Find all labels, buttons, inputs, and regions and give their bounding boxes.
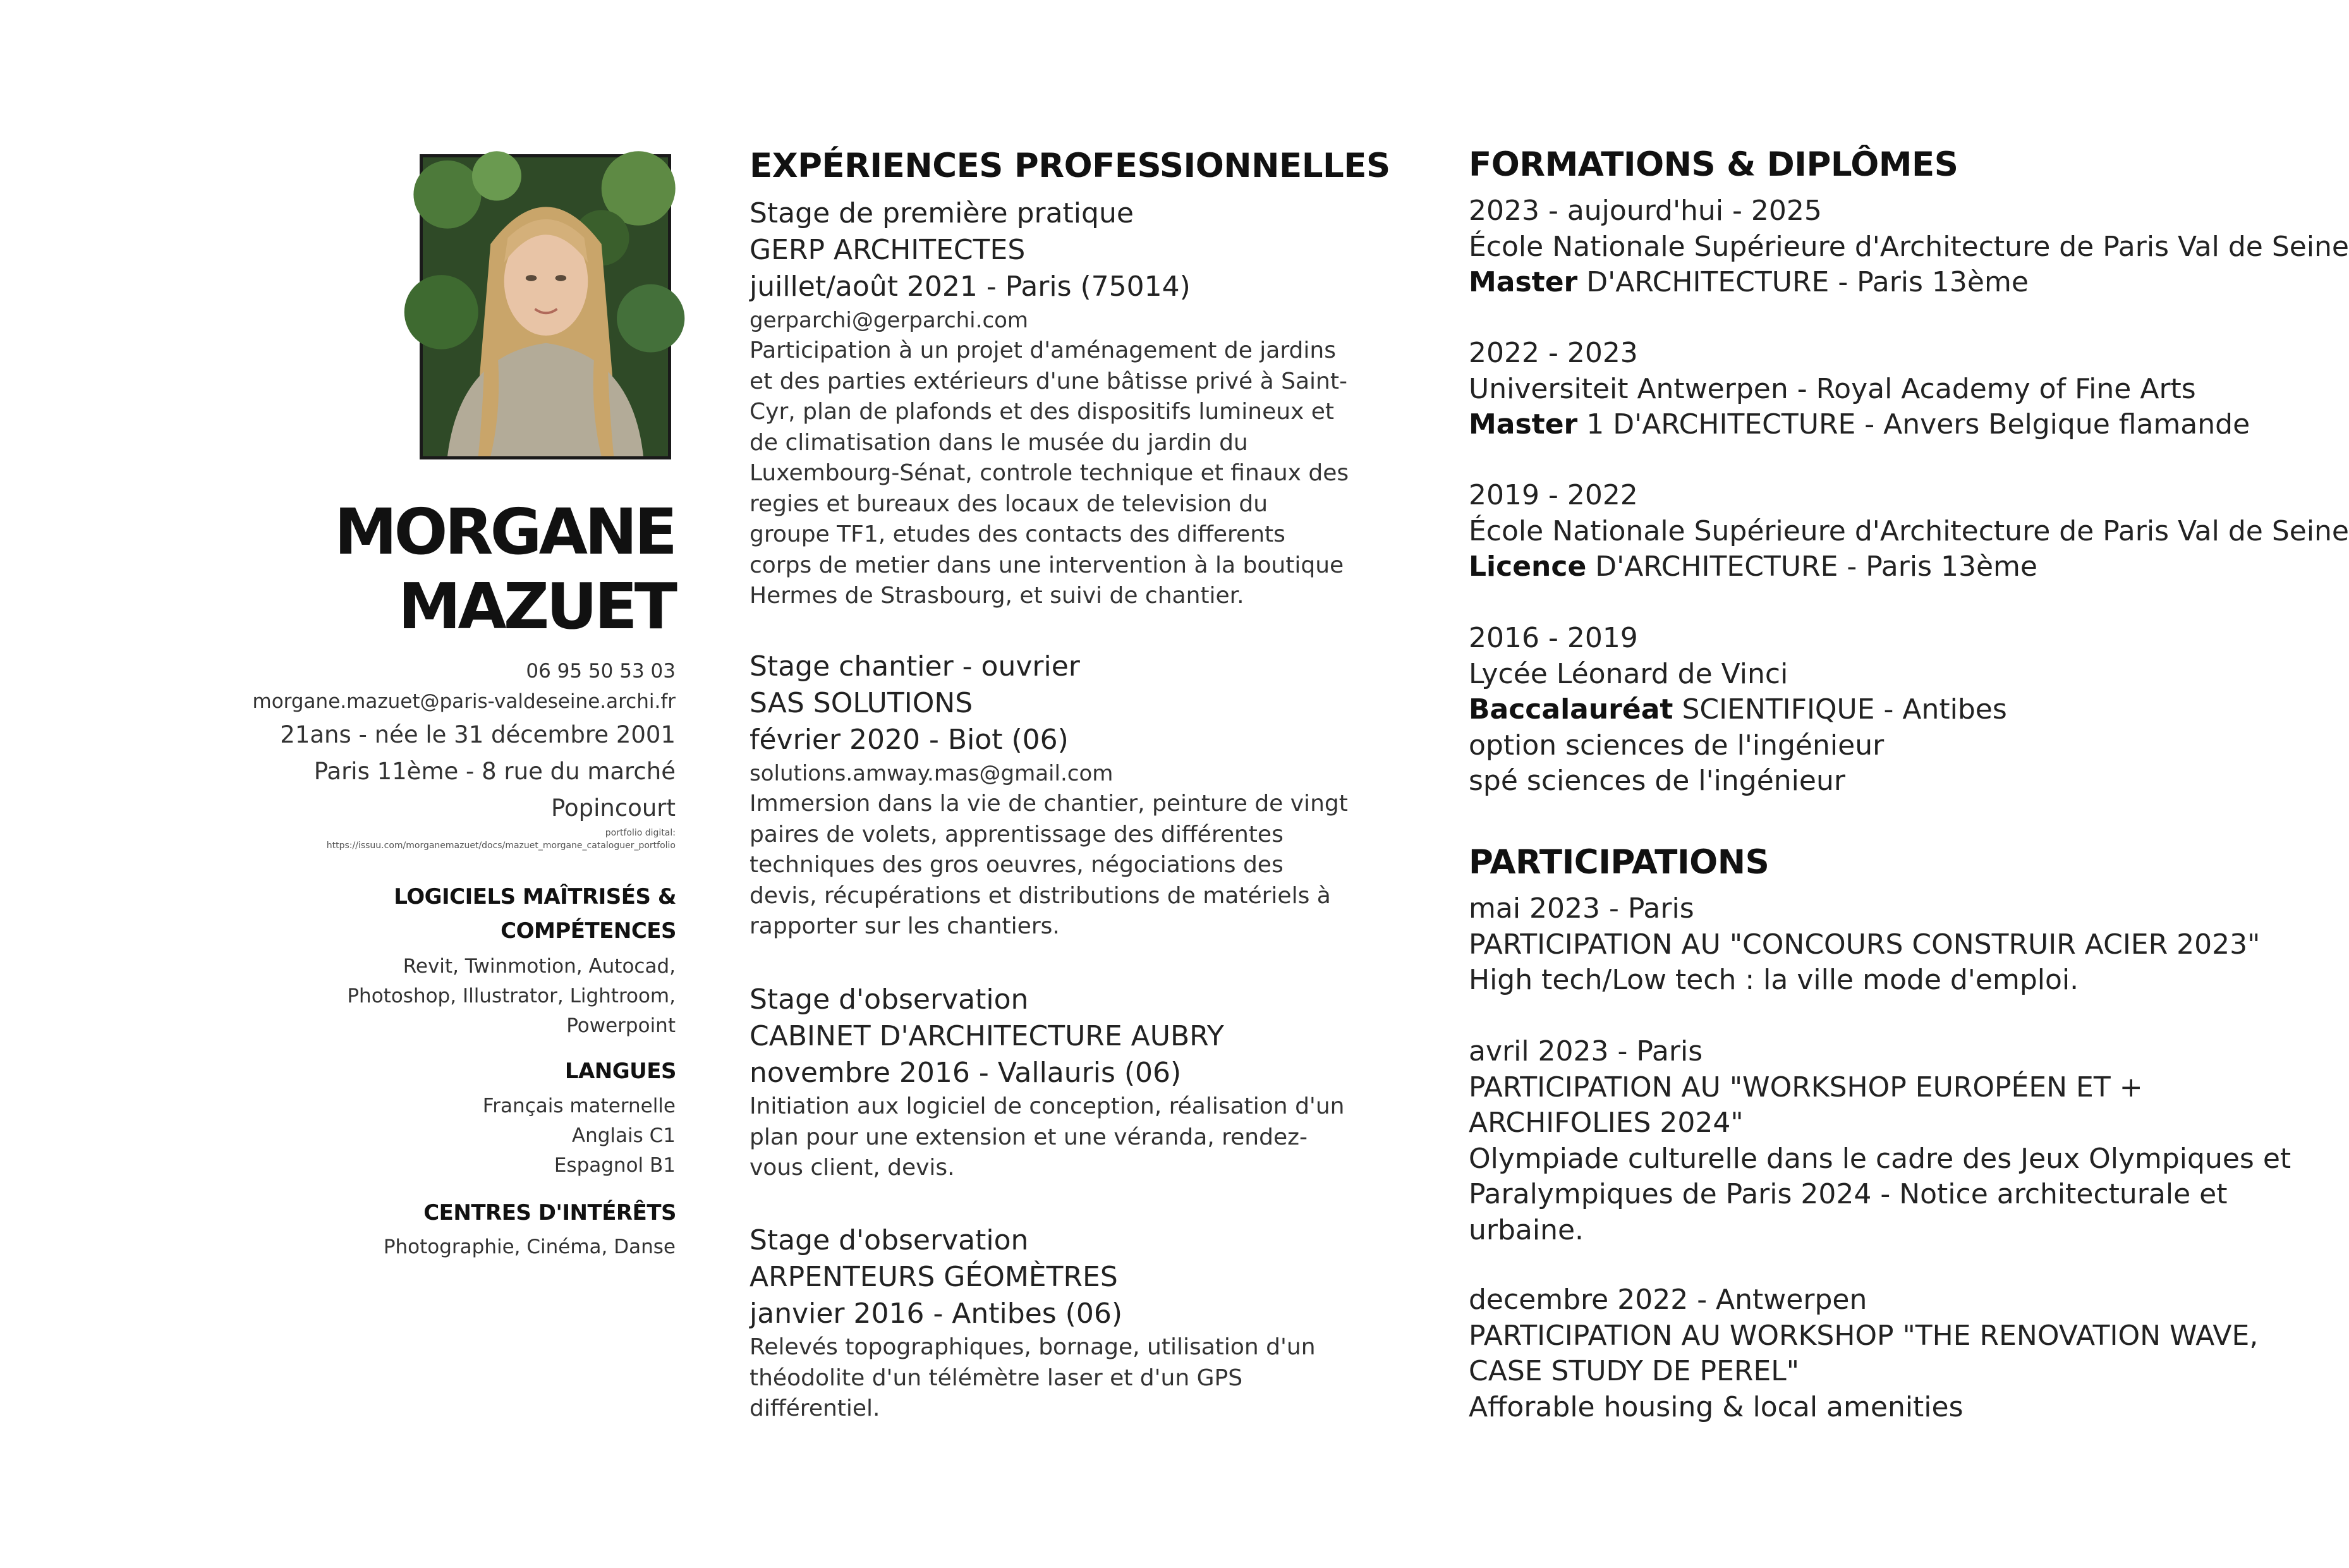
- education-degree: [1469, 407, 2290, 443]
- job-company: ARPENTEURS GÉOMÈTRES: [750, 1261, 1118, 1293]
- degree-detail: D'ARCHITECTURE - Paris 13ème: [1577, 266, 2029, 298]
- job-entry: [750, 195, 1407, 612]
- education-entry: [1469, 193, 2349, 301]
- job-description-line: rapporter sur les chantiers.: [750, 913, 1060, 939]
- skills-list: [347, 952, 676, 1041]
- age-birthdate: 21ans - née le 31 décembre 2001: [280, 721, 676, 748]
- job-title: Stage d'observation: [750, 1224, 1029, 1256]
- education-column: [1469, 0, 2349, 1568]
- education-heading: FORMATIONS & DIPLÔMES: [1469, 145, 1958, 184]
- language-line: Français maternelle: [482, 1095, 676, 1117]
- profile-photo: [420, 154, 671, 459]
- job-title: Stage chantier - ouvrier: [750, 650, 1080, 683]
- job-description-line: corps de metier dans une intervention à la boutique: [750, 552, 1344, 578]
- degree-level: Licence: [1469, 550, 1587, 583]
- education-degree: [1469, 549, 2290, 585]
- education-period: 2023 - aujourd'hui - 2025: [1469, 195, 1822, 227]
- education-entry: [1469, 478, 2349, 585]
- participation-line: urbaine.: [1469, 1213, 1584, 1246]
- job-description-line: Immersion dans la vie de chantier, peinture de vingt: [750, 791, 1348, 817]
- interests-line: Photographie, Cinéma, Danse: [383, 1236, 676, 1258]
- job-entry: [750, 1222, 1407, 1425]
- job-description-line: paires de volets, apprentissage des différentes: [750, 821, 1284, 848]
- degree-level: Master: [1469, 266, 1578, 298]
- job-date: janvier 2016 - Antibes (06): [750, 1298, 1123, 1330]
- job-description-line: Cyr, plan de plafonds et des dispositifs lumineux et: [750, 399, 1335, 425]
- skills-line: Photoshop, Illustrator, Lightroom,: [347, 985, 676, 1007]
- job-description-line: Relevés topographiques, bornage, utilisation d'un: [750, 1334, 1316, 1360]
- degree-detail: 1 D'ARCHITECTURE - Anvers Belgique flamande: [1577, 408, 2250, 441]
- participation-date: mai 2023 - Paris: [1469, 892, 1694, 925]
- job-description-line: groupe TF1, etudes des contacts des differents: [750, 521, 1285, 547]
- job-description-line: devis, récupérations et distributions de matériels à: [750, 882, 1331, 909]
- degree-detail: D'ARCHITECTURE - Paris 13ème: [1586, 550, 2037, 583]
- job-description-line: Hermes de Strasbourg, et suivi de chantier.: [750, 583, 1244, 609]
- skills-line: Powerpoint: [566, 1014, 676, 1037]
- education-degree: [1469, 265, 2290, 301]
- education-degree: [1469, 692, 2290, 728]
- education-entry: [1469, 621, 2290, 799]
- participation-date: avril 2023 - Paris: [1469, 1035, 1703, 1067]
- participations-heading: PARTICIPATIONS: [1469, 843, 1769, 882]
- job-title: Stage de première pratique: [750, 197, 1134, 229]
- interests-heading: CENTRES D'INTÉRÊTS: [423, 1200, 676, 1225]
- participation-line: PARTICIPATION AU "WORKSHOP EUROPÉEN ET +: [1469, 1071, 2143, 1103]
- education-period: 2022 - 2023: [1469, 337, 1638, 369]
- education-school: Lycée Léonard de Vinci: [1469, 657, 1788, 690]
- participation-entry: [1469, 1034, 2290, 1248]
- participation-entry: [1469, 1282, 2290, 1425]
- job-company: SAS SOLUTIONS: [750, 687, 973, 719]
- languages-list: [483, 1091, 676, 1181]
- portrait-image: [423, 157, 668, 456]
- job-description-line: vous client, devis.: [750, 1155, 955, 1181]
- degree-level: Master: [1469, 408, 1578, 441]
- experience-heading: EXPÉRIENCES PROFESSIONNELLES: [750, 147, 1390, 185]
- languages-heading: LANGUES: [564, 1059, 676, 1084]
- first-name: MORGANE: [334, 495, 674, 569]
- portfolio-link[interactable]: https://issuu.com/morganemazuet/docs/mazuet_morgane_cataloguer_portfolio: [326, 841, 676, 851]
- job-entry: [750, 648, 1407, 942]
- job-description-line: Initiation aux logiciel de conception, réalisation d'un: [750, 1093, 1345, 1119]
- job-description-line: regies et bureaux des locaux de television du: [750, 490, 1268, 517]
- job-company: CABINET D'ARCHITECTURE AUBRY: [750, 1020, 1224, 1052]
- skills-heading-line-1: LOGICIELS MAÎTRISÉS &: [394, 884, 676, 909]
- education-school: Universiteit Antwerpen - Royal Academy of Fine Arts: [1469, 372, 2196, 405]
- interests-list: [384, 1232, 676, 1262]
- phone-number: 06 95 50 53 03: [526, 660, 676, 683]
- education-period: 2016 - 2019: [1469, 622, 1638, 654]
- contact-block: [253, 656, 676, 852]
- address-line-2: Popincourt: [551, 794, 676, 822]
- participation-line: High tech/Low tech : la ville mode d'emploi.: [1469, 964, 2079, 996]
- education-school: École Nationale Supérieure d'Architecture de Paris Val de Seine: [1469, 230, 2349, 263]
- participation-line: PARTICIPATION AU WORKSHOP "THE RENOVATION WAVE,: [1469, 1319, 2259, 1352]
- job-contact: gerparchi@gerparchi.com: [750, 308, 1029, 333]
- job-entry: [750, 982, 1407, 1184]
- participation-line: ARCHIFOLIES 2024": [1469, 1107, 1744, 1139]
- education-entry: [1469, 336, 2290, 443]
- participation-line: Paralympiques de Paris 2024 - Notice architecturale et: [1469, 1178, 2228, 1210]
- job-description-line: plan pour une extension et une véranda, rendez-: [750, 1124, 1308, 1150]
- email-address: morgane.mazuet@paris-valdeseine.archi.fr: [252, 690, 676, 713]
- skills-heading-line-2: COMPÉTENCES: [501, 918, 676, 944]
- job-contact: solutions.amway.mas@gmail.com: [750, 761, 1114, 786]
- education-period: 2019 - 2022: [1469, 479, 1638, 511]
- job-title: Stage d'observation: [750, 983, 1029, 1016]
- job-date: juillet/août 2021 - Paris (75014): [750, 270, 1191, 303]
- skills-heading: [394, 880, 676, 948]
- job-description-line: Luxembourg-Sénat, controle technique et finaux des: [750, 460, 1349, 486]
- portfolio-label: portfolio digital:: [605, 828, 676, 838]
- participation-entry: [1469, 891, 2290, 999]
- language-line: Anglais C1: [571, 1124, 676, 1147]
- job-description-line: et des parties extérieurs d'une bâtisse privé à Saint-: [750, 368, 1347, 394]
- participation-line: CASE STUDY DE PEREL": [1469, 1355, 1800, 1387]
- job-date: novembre 2016 - Vallauris (06): [750, 1057, 1182, 1089]
- job-description-line: Participation à un projet d'aménagement de jardins: [750, 337, 1336, 363]
- job-description-line: de climatisation dans le musée du jardin du: [750, 429, 1248, 456]
- candidate-name: [334, 495, 674, 644]
- job-description-line: techniques des gros oeuvres, négociations des: [750, 852, 1284, 878]
- job-company: GERP ARCHITECTES: [750, 234, 1026, 266]
- job-description-line: différentiel.: [750, 1395, 880, 1421]
- participation-line: Afforable housing & local amenities: [1469, 1390, 1964, 1423]
- degree-level: Baccalauréat: [1469, 693, 1673, 726]
- language-line: Espagnol B1: [554, 1154, 676, 1177]
- participation-line: Olympiade culturelle dans le cadre des Jeux Olympiques et: [1469, 1142, 2291, 1175]
- skills-line: Revit, Twinmotion, Autocad,: [403, 955, 676, 978]
- job-date: février 2020 - Biot (06): [750, 724, 1069, 756]
- education-option: spé sciences de l'ingénieur: [1469, 765, 1845, 797]
- address-line-1: Paris 11ème - 8 rue du marché: [313, 758, 676, 785]
- education-school: École Nationale Supérieure d'Architecture de Paris Val de Seine: [1469, 514, 2349, 547]
- degree-detail: SCIENTIFIQUE - Antibes: [1673, 693, 2007, 726]
- education-option: option sciences de l'ingénieur: [1469, 729, 1885, 762]
- participation-line: PARTICIPATION AU "CONCOURS CONSTRUIR ACIER 2023": [1469, 928, 2261, 961]
- last-name: MAZUET: [398, 569, 674, 643]
- job-description-line: théodolite d'un télémètre laser et d'un GPS: [750, 1364, 1243, 1391]
- participation-date: decembre 2022 - Antwerpen: [1469, 1284, 1867, 1316]
